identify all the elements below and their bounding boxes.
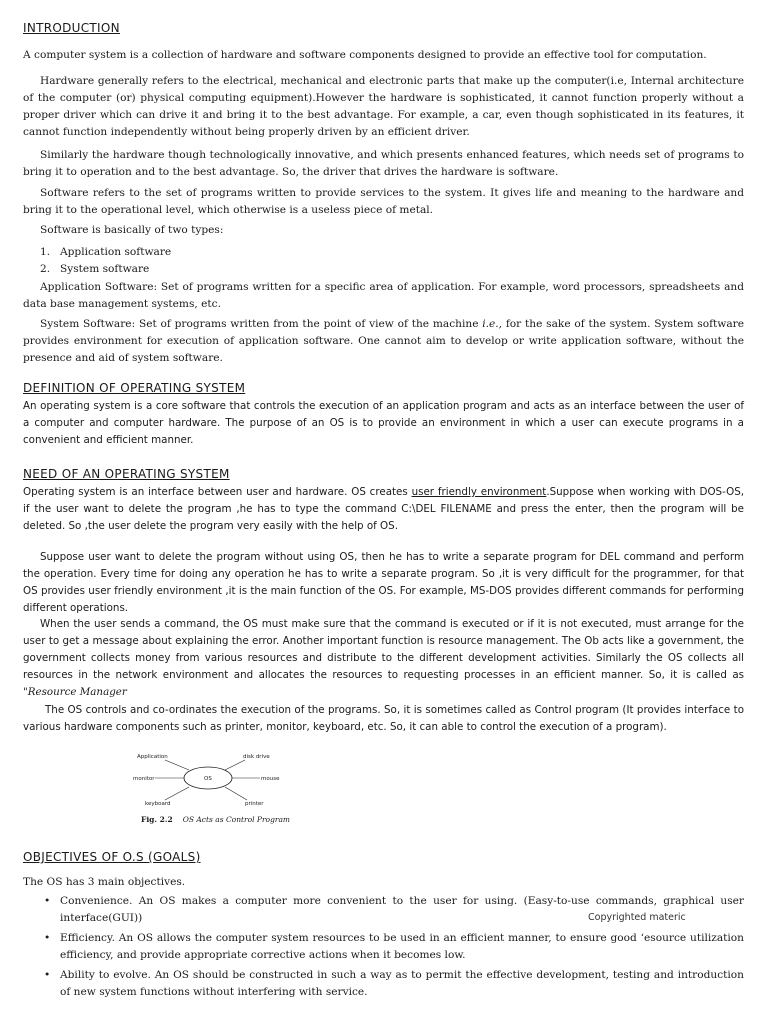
copyright-watermark: Copyrighted materic (588, 912, 686, 923)
intro-paragraph-system-software: System Software: Set of programs written from the point of view of the machine i.e., for the sake of the system. System software provides environment for execution of application software. One cannot aim to develop or write application software, without the presence and aid of system software. (23, 318, 745, 364)
need-paragraph-3: When the user sends a command, the OS must make sure that the command is executed or if it is not executed, must arrange for the user to get a message about explaining the error. Another important function is resource management. The Ob acts like a government, the government collects money from various resources and distribute to the different development activities. Similarly the OS collects all resources in the network environment and allocates the resources to requesting processes in an efficient manner. So, it is called as "Resource Manager (23, 618, 744, 698)
figure-caption (141, 815, 290, 824)
section-heading-objectives: OBJECTIVES OF O.S (GOALS) (23, 850, 201, 864)
section-heading-introduction: INTRODUCTION (23, 21, 120, 35)
intro-paragraph-types: Software is basically of two types: (40, 224, 224, 236)
section-heading-definition: DEFINITION OF OPERATING SYSTEM (23, 381, 246, 395)
software-types-list (40, 244, 171, 278)
objectives-list (44, 893, 744, 1001)
intro-paragraph-1: A computer system is a collection of hardware and software components designed to provide an effective tool for computation. (23, 49, 707, 61)
figure-number: Fig. 2.2 (141, 815, 173, 824)
list-item: 2. System software (40, 263, 150, 275)
diagram-label-keyboard: keyboard (145, 801, 171, 807)
need-paragraph-1: Operating system is an interface between user and hardware. OS creates user friendly environment.Suppose when working with DOS-OS, if the user want to delete the program ,he has to type the command C:\DEL FILENAME and press the enter, then the program will be deleted. So ,the user delete the program very easily with the help of OS. (23, 486, 745, 532)
diagram-label-monitor: monitor (133, 776, 155, 782)
need-paragraph-4: The OS controls and co-ordinates the execution of the programs. So, it is sometimes called as Control program (It provides interface to various hardware components such as printer, monitor, keyboard, etc. So, it can able to control the execution of a program). (23, 704, 744, 733)
intro-paragraph-similarly: Similarly the hardware though technologically innovative, and which presents enhanced features, which needs set of programs to bring it to operation and to the best advantage. So, the driver that drives the hardware is software. (23, 149, 744, 178)
intro-paragraph-hardware: Hardware generally refers to the electrical, mechanical and electronic parts that make up the computer(i.e, Internal architecture of the computer (or) physical computing equipment).However the hardware is sophisticated, it cannot function properly without a proper driver which can drive it and bring it to the best advantage. For example, a car, even though sophisticated in its features, it cannot function independently without being properly driven by an efficient driver. (23, 75, 744, 138)
diagram-label-mouse: mouse (261, 776, 280, 782)
need-paragraph-2: Suppose user want to delete the program without using OS, then he has to write a separate program for DEL command and perform the operation. Every time for doing any operation he has to write a separate program. So ,it is very difficult for the programmer, for that OS provides user friendly environment ,it is the main function of the OS. For example, MS-DOS provides different commands for performing different operations. (23, 551, 744, 614)
intro-paragraph-software: Software refers to the set of programs written to provide services to the system. It gives life and meaning to the hardware and bring it to the operational level, which otherwise is a useless piece of metal. (23, 187, 744, 216)
objectives-intro: The OS has 3 main objectives. (23, 876, 186, 888)
diagram-label-application: Application (137, 754, 168, 760)
figure-caption-text: OS Acts as Control Program (182, 815, 291, 824)
section-heading-need: NEED OF AN OPERATING SYSTEM (23, 467, 230, 481)
list-item: 1. Application software (40, 246, 172, 258)
list-item: • Ability to evolve. An OS should be constructed in such a way as to permit the effective development, testing and introduction of new system functions without interfering with service. (44, 967, 744, 1001)
diagram-label-os: OS (204, 776, 212, 782)
list-item: • Convenience. An OS makes a computer more convenient to the user for using. (Easy-to-use commands, graphical user interface(GUI)) (44, 893, 744, 927)
diagram-label-disk-drive: disk drive (243, 754, 270, 760)
definition-paragraph: An operating system is a core software that controls the execution of an application program and acts as an interface between the user of a computer and computer hardware. The purpose of an OS is to provide an environment in which a user can execute programs in a convenient and efficient manner. (23, 400, 744, 446)
intro-paragraph-application-software: Application Software: Set of programs written for a specific area of application. For example, word processors, spreadsheets and data base management systems, etc. (23, 281, 744, 310)
diagram-label-printer: printer (245, 801, 264, 807)
list-item: • Efficiency. An OS allows the computer system resources to be used in an efficient manner, to ensure good ‘esource utilization efficiency, and provide appropriate corrective actions when it becomes low. (44, 930, 744, 964)
